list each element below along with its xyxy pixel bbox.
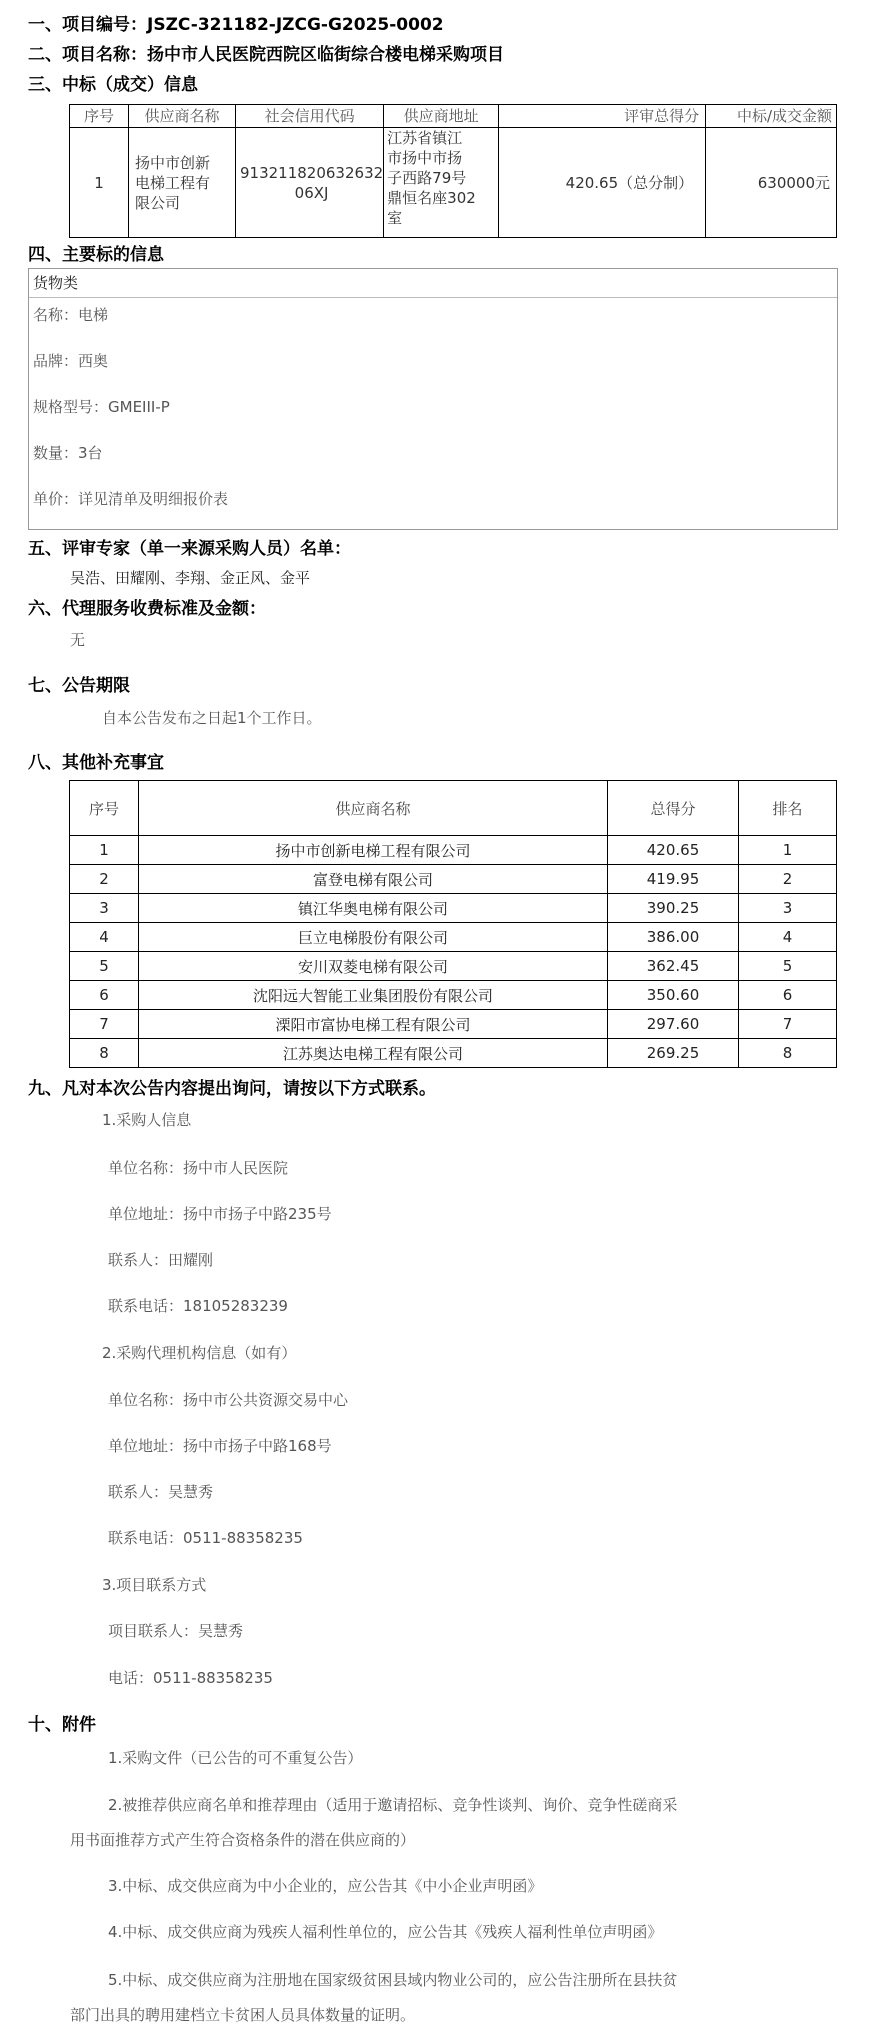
- table-row: [70, 128, 837, 238]
- project-contact-phone: 电话：0511-88358235: [108, 1669, 273, 1687]
- agency-contact: 联系人：吴慧秀: [108, 1483, 214, 1501]
- cell-amount: 630000元: [706, 128, 837, 238]
- section-3-title: 三、中标（成交）信息: [28, 75, 198, 95]
- col-header: 序号: [70, 105, 129, 128]
- section-5-title: 五、评审专家（单一来源采购人员）名单：: [28, 539, 351, 559]
- attachment-item: 3.中标、成交供应商为中小企业的，应公告其《中小企业声明函》: [108, 1877, 543, 1895]
- section-8-title: 八、其他补充事宜: [28, 753, 164, 773]
- section-10-title: 十、附件: [28, 1715, 96, 1735]
- cell-credit-code: [236, 128, 384, 238]
- attachment-item: 4.中标、成交供应商为残疾人福利性单位的，应公告其《残疾人福利性单位声明函》: [108, 1923, 663, 1941]
- cell-no: 6: [70, 981, 139, 1010]
- col-header: 供应商名称: [129, 105, 236, 128]
- col-header: 社会信用代码: [236, 105, 384, 128]
- project-contact-person: 项目联系人：吴慧秀: [108, 1622, 244, 1640]
- cell-supplier-name: 溧阳市富协电梯工程有限公司: [139, 1010, 608, 1039]
- cell-supplier-name: [129, 128, 236, 238]
- purchaser-contact: 联系人：田耀刚: [108, 1251, 214, 1269]
- col-header: 评审总得分: [499, 105, 706, 128]
- table-header-row: [70, 781, 837, 836]
- cell-no: 4: [70, 923, 139, 952]
- category-label: 货物类: [33, 274, 79, 292]
- announcement-period: 自本公告发布之日起1个工作日。: [102, 709, 322, 727]
- cell-supplier-name: 江苏奥达电梯工程有限公司: [139, 1039, 608, 1068]
- table-row: [70, 865, 837, 894]
- attachment-item: 5.中标、成交供应商为注册地在国家级贫困县域内物业公司的，应公告注册所在县扶贫: [108, 1971, 678, 1989]
- cell-supplier-name: 巨立电梯股份有限公司: [139, 923, 608, 952]
- cell-rank: 7: [739, 1010, 837, 1039]
- table-row: [70, 894, 837, 923]
- col-header: 中标/成交金额: [706, 105, 837, 128]
- cell-total-score: 269.25: [608, 1039, 739, 1068]
- cell-rank: 8: [739, 1039, 837, 1068]
- purchaser-phone: 联系电话：18105283239: [108, 1297, 288, 1315]
- cell-rank: 3: [739, 894, 837, 923]
- cell-rank: 2: [739, 865, 837, 894]
- attachment-item-continued: 用书面推荐方式产生符合资格条件的潜在供应商的）: [70, 1831, 416, 1849]
- cell-total-score: 350.60: [608, 981, 739, 1010]
- project-contact-heading: 3.项目联系方式: [102, 1576, 207, 1594]
- subject-info-box: [28, 268, 838, 530]
- col-header: 序号: [70, 781, 139, 836]
- project-name-value: 扬中市人民医院西院区临街综合楼电梯采购项目: [147, 45, 504, 65]
- cell-line: 江苏省镇江: [387, 129, 463, 147]
- col-header: 供应商名称: [139, 781, 608, 836]
- cell-total-score: 419.95: [608, 865, 739, 894]
- cell-supplier-name: 安川双菱电梯有限公司: [139, 952, 608, 981]
- project-number: [28, 14, 444, 36]
- purchaser-address: 单位地址：扬中市扬子中路235号: [108, 1205, 332, 1223]
- cell-no: 1: [70, 836, 139, 865]
- section-6-title: 六、代理服务收费标准及金额：: [28, 599, 266, 619]
- winning-bid-table: [69, 104, 837, 238]
- cell-rank: 4: [739, 923, 837, 952]
- cell-score: 420.65（总分制）: [499, 128, 706, 238]
- section-4-title: 四、主要标的信息: [28, 245, 164, 265]
- subject-unit-price: 单价：详见清单及明细报价表: [33, 490, 229, 508]
- section-2-label: 二、项目名称：: [28, 45, 147, 65]
- cell-supplier-name: 富登电梯有限公司: [139, 865, 608, 894]
- cell-line: 电梯工程有: [135, 173, 211, 192]
- attachment-item: 1.采购文件（已公告的可不重复公告）: [108, 1749, 363, 1767]
- col-header: 排名: [739, 781, 837, 836]
- cell-line: 子西路79号: [387, 169, 467, 187]
- service-fee-value: 无: [70, 631, 86, 649]
- table-row: [70, 981, 837, 1010]
- cell-rank: 6: [739, 981, 837, 1010]
- agency-unit: 单位名称：扬中市公共资源交易中心: [108, 1391, 349, 1409]
- cell-line: 913211820632632: [240, 163, 384, 182]
- project-name: [28, 44, 504, 66]
- cell-rank: 5: [739, 952, 837, 981]
- cell-no: 2: [70, 865, 139, 894]
- cell-supplier-name: 镇江华奥电梯有限公司: [139, 894, 608, 923]
- col-header: 供应商地址: [384, 105, 499, 128]
- cell-no: 7: [70, 1010, 139, 1039]
- agency-heading: 2.采购代理机构信息（如有）: [102, 1344, 297, 1362]
- cell-no: 8: [70, 1039, 139, 1068]
- ranking-table: [69, 780, 837, 1068]
- section-9-title: 九、凡对本次公告内容提出询问，请按以下方式联系。: [28, 1079, 436, 1099]
- cell-no: 5: [70, 952, 139, 981]
- attachment-item: 2.被推荐供应商名单和推荐理由（适用于邀请招标、竞争性谈判、询价、竞争性磋商采: [108, 1796, 678, 1814]
- table-row: [70, 836, 837, 865]
- cell-line: 06XJ: [294, 183, 329, 202]
- category-row: [29, 269, 837, 298]
- expert-names: 吴浩、田耀刚、李翔、金正风、金平: [70, 569, 311, 587]
- cell-no: 1: [70, 128, 129, 238]
- cell-no: 3: [70, 894, 139, 923]
- cell-total-score: 297.60: [608, 1010, 739, 1039]
- purchaser-heading: 1.采购人信息: [102, 1111, 192, 1129]
- cell-total-score: 420.65: [608, 836, 739, 865]
- subject-quantity: 数量：3台: [33, 444, 103, 462]
- cell-supplier-name: 扬中市创新电梯工程有限公司: [139, 836, 608, 865]
- table-header-row: [70, 105, 837, 128]
- subject-name: 名称：电梯: [33, 306, 109, 324]
- cell-line: 市扬中市扬: [387, 149, 463, 167]
- cell-total-score: 362.45: [608, 952, 739, 981]
- cell-total-score: 386.00: [608, 923, 739, 952]
- cell-supplier-name: 沈阳远大智能工业集团股份有限公司: [139, 981, 608, 1010]
- cell-address: [384, 128, 499, 238]
- table-row: [70, 1010, 837, 1039]
- cell-line: 限公司: [135, 193, 181, 212]
- subject-model: 规格型号：GMEIII-P: [33, 398, 170, 416]
- cell-line: 扬中市创新: [135, 153, 211, 172]
- table-row: [70, 923, 837, 952]
- project-number-value: JSZC-321182-JZCG-G2025-0002: [147, 15, 444, 35]
- cell-total-score: 390.25: [608, 894, 739, 923]
- table-row: [70, 1039, 837, 1068]
- cell-rank: 1: [739, 836, 837, 865]
- section-1-label: 一、项目编号：: [28, 15, 147, 35]
- cell-line: 鼎恒名座302: [387, 189, 476, 207]
- agency-address: 单位地址：扬中市扬子中路168号: [108, 1437, 332, 1455]
- col-header: 总得分: [608, 781, 739, 836]
- subject-brand: 品牌：西奥: [33, 352, 109, 370]
- agency-phone: 联系电话：0511-88358235: [108, 1529, 303, 1547]
- purchaser-unit: 单位名称：扬中市人民医院: [108, 1159, 289, 1177]
- section-7-title: 七、公告期限: [28, 676, 130, 696]
- cell-line: 室: [387, 209, 403, 227]
- table-row: [70, 952, 837, 981]
- attachment-item-continued: 部门出具的聘用建档立卡贫困人员具体数量的证明。: [70, 2006, 416, 2024]
